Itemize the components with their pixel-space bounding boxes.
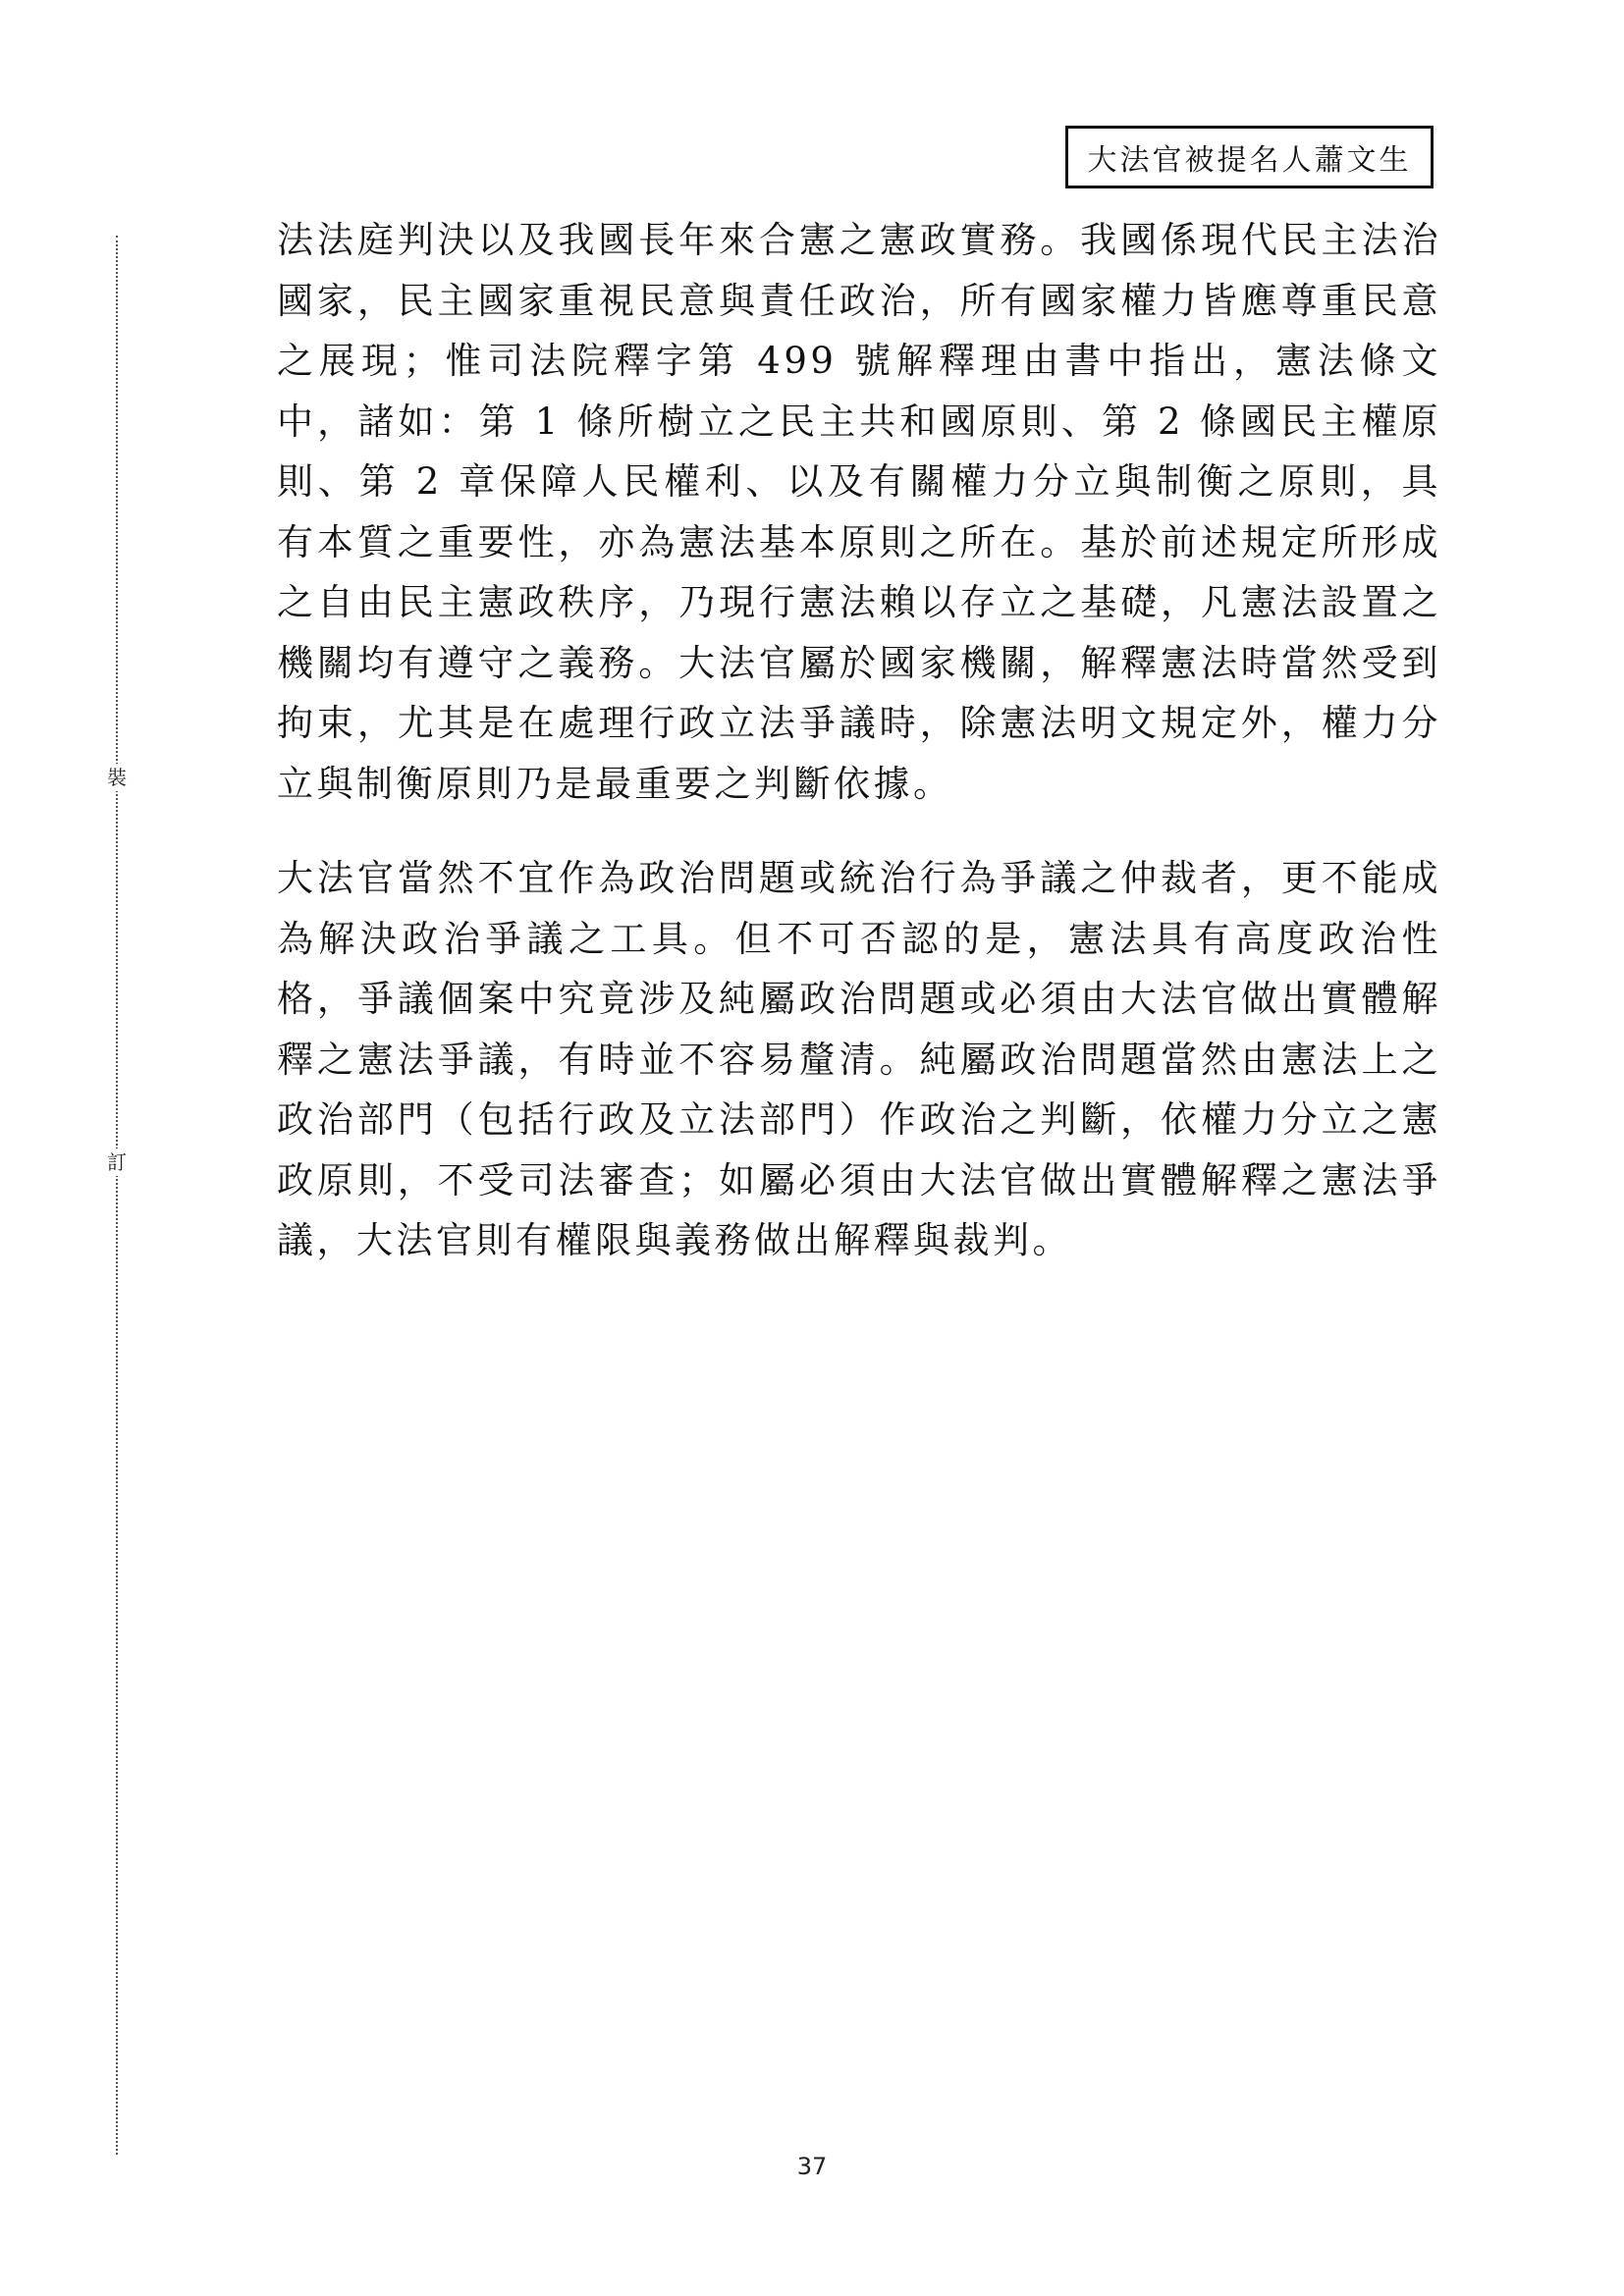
document-body	[277, 210, 1441, 1271]
body-paragraph-1: 法法庭判決以及我國長年來合憲之憲政實務。我國係現代民主法治國家，民主國家重視民意與責任政治，所有國家權力皆應尊重民意之展現；惟司法院釋字第 499 號解釋理由書中指出，憲法條文中，諸如：第 1 條所樹立之民主共和國原則、第 2 條國民主權原則、第 2 章保障人民權利、以及有關權力分立與制衡之原則，具有本質之重要性，亦為憲法基本原則之所在。基於前述規定所形成之自由民主憲政秩序，乃現行憲法賴以存立之基礎，凡憲法設置之機關均有遵守之義務。大法官屬於國家機關，解釋憲法時當然受到拘束，尤其是在處理行政立法爭議時，除憲法明文規定外，權力分立與制衡原則乃是最重要之判斷依據。	[277, 219, 1441, 805]
nominee-header-label: 大法官被提名人蕭文生	[1087, 143, 1412, 178]
nominee-header-box	[1065, 126, 1434, 188]
page-number: 37	[796, 2153, 828, 2180]
binding-mark-ding: 訂	[103, 1148, 131, 1176]
binding-mark-zhuang: 裝	[103, 764, 131, 791]
binding-margin-line	[116, 236, 118, 2155]
body-paragraph-2: 大法官當然不宜作為政治問題或統治行為爭議之仲裁者，更不能成為解決政治爭議之工具。但不可否認的是，憲法具有高度政治性格，爭議個案中究竟涉及純屬政治問題或必須由大法官做出實體解釋之憲法爭議，有時並不容易釐清。純屬政治問題當然由憲法上之政治部門（包括行政及立法部門）作政治之判斷，依權力分立之憲政原則，不受司法審查；如屬必須由大法官做出實體解釋之憲法爭議，大法官則有權限與義務做出解釋與裁判。	[277, 857, 1441, 1261]
